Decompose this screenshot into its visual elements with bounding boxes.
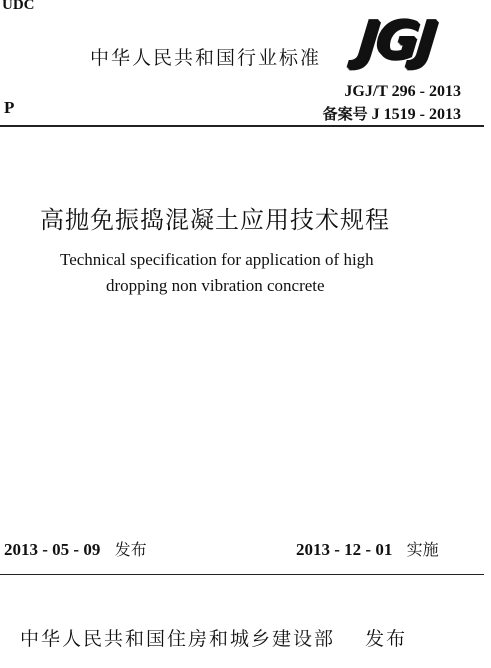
issue-date: 2013 - 05 - 09 xyxy=(4,540,101,559)
standard-category-title: 中华人民共和国行业标准 xyxy=(90,47,322,69)
document-title-english-line1: Technical specification for application of high xyxy=(60,250,374,269)
document-title-chinese: 高抛免振捣混凝土应用技术规程 xyxy=(40,206,390,234)
footer-divider xyxy=(0,574,484,575)
implement-date: 2013 - 12 - 01 xyxy=(296,540,393,559)
implement-label: 实施 xyxy=(406,540,439,559)
implement-date-row xyxy=(296,537,439,560)
record-label: 备案号 xyxy=(322,105,368,123)
document-title-english-line2: dropping non vibration concrete xyxy=(106,276,325,295)
classification-letter: P xyxy=(4,98,15,117)
issue-date-row xyxy=(4,537,147,560)
publisher-row xyxy=(20,624,407,651)
issue-label: 发布 xyxy=(114,540,147,559)
standard-code: JGJ/T 296 - 2013 xyxy=(344,83,461,100)
publisher-name: 中华人民共和国住房和城乡建设部 xyxy=(20,628,336,650)
udc-label: UDC xyxy=(2,0,35,13)
publish-label: 发布 xyxy=(365,628,408,650)
header-divider xyxy=(0,125,484,127)
record-number: J 1519 - 2013 xyxy=(371,106,461,123)
record-number-row xyxy=(323,103,461,124)
jgj-logo: JGJ xyxy=(354,10,437,70)
